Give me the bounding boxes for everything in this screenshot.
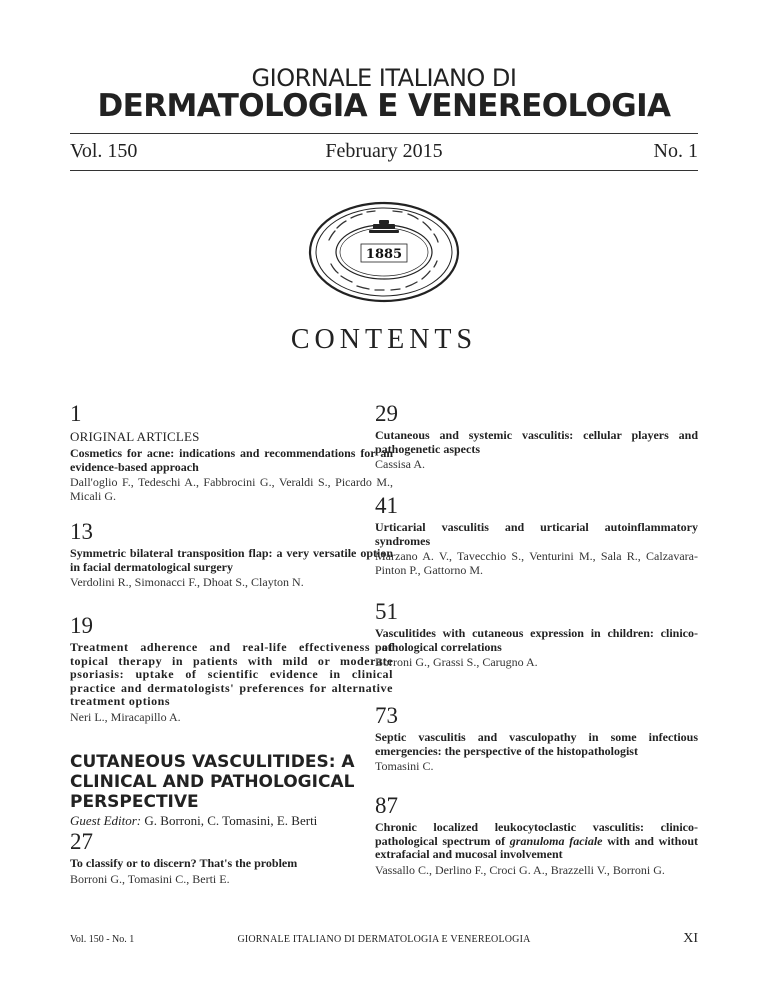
contents-heading: CONTENTS <box>290 324 478 355</box>
entry-authors: Borroni G., Grassi S., Carugno A. <box>375 655 538 669</box>
toc-entry[interactable] <box>375 793 698 877</box>
toc-entry[interactable] <box>375 599 698 670</box>
entry-title-part: Chronic localized leukocytoclastic vasculitis: clinico-pathological spectrum of <box>375 820 698 848</box>
entry-authors: Borroni G., Tomasini C., Berti E. <box>70 871 230 886</box>
footer-volume: Vol. 150 - No. 1 <box>70 934 135 945</box>
entry-authors: Cassisa A. <box>375 457 426 471</box>
issue-divider <box>70 170 698 171</box>
issue-volume: Vol. 150 <box>70 140 138 162</box>
entry-page-number: 51 <box>375 599 398 624</box>
entry-title[interactable]: Symmetric bilateral transposition flap: a very versatile option in facial dermatological surgery <box>70 546 393 574</box>
guest-editor-label: Guest Editor: <box>70 813 142 828</box>
entry-page-number: 1 <box>70 401 82 426</box>
special-section-heading: CUTANEOUS VASCULITIDES: A CLINICAL AND PATHOLOGICAL PERSPECTIVE <box>70 752 355 812</box>
toc-entry[interactable] <box>375 703 698 774</box>
entry-authors: Neri L., Miracapillo A. <box>70 709 181 724</box>
toc-entry[interactable] <box>70 613 393 724</box>
entry-title[interactable]: Cosmetics for acne: indications and recommendations for an evidence-based approach <box>70 446 393 474</box>
entry-title[interactable]: To classify or to discern? That's the problem <box>70 856 298 870</box>
entry-title[interactable]: Treatment adherence and real-life effectiveness of topical therapy in patients with mild or moderate psoriasis: uptake of scientific evidence in clinical practice and dermatologists' preferences for alternative treatment options <box>70 640 393 708</box>
entry-title[interactable] <box>375 821 698 862</box>
guest-editors <box>70 813 400 829</box>
toc-entry[interactable] <box>70 519 393 590</box>
toc-entry[interactable] <box>375 493 698 577</box>
issue-date: February 2015 <box>325 140 443 162</box>
toc-entry[interactable] <box>375 401 698 472</box>
entry-title-italic: granuloma faciale <box>509 833 603 848</box>
toc-entry[interactable] <box>70 401 393 503</box>
entry-page-number: 27 <box>70 829 93 854</box>
entry-authors: Dall'oglio F., Tedeschi A., Fabbrocini G., Veraldi S., Picardo M., Micali G. <box>70 475 393 503</box>
journal-name-line2: DERMATOLOGIA E VENEREOLOGIA <box>97 88 671 124</box>
entry-title[interactable]: Septic vasculitis and vasculopathy in some infectious emergencies: the perspective of the histopathologist <box>375 730 698 758</box>
society-seal-icon <box>307 200 461 304</box>
guest-editor-names: G. Borroni, C. Tomasini, E. Berti <box>144 813 318 828</box>
entry-title[interactable]: Vasculitides with cutaneous expression in children: clinico-pathological correlations <box>375 626 698 654</box>
entry-page-number: 73 <box>375 703 398 728</box>
seal-year: 1885 <box>365 247 403 262</box>
entry-authors: Verdolini R., Simonacci F., Dhoat S., Clayton N. <box>70 575 304 589</box>
entry-title-part: with and without extrafacial and mucosal involvement <box>375 833 699 861</box>
issue-number: No. 1 <box>653 140 698 162</box>
entry-page-number: 87 <box>375 793 398 818</box>
entry-page-number: 13 <box>70 519 93 544</box>
entry-authors: Vassallo C., Derlino F., Croci G. A., Brazzelli V., Borroni G. <box>375 862 665 877</box>
toc-entry[interactable] <box>70 829 393 886</box>
entry-page-number: 19 <box>70 613 93 638</box>
entry-page-number: 41 <box>375 493 398 518</box>
page-footer <box>70 931 698 947</box>
section-label: ORIGINAL ARTICLES <box>70 429 200 444</box>
footer-page-number: XI <box>683 931 698 946</box>
entry-title[interactable]: Urticarial vasculitis and urticarial autoinflammatory syndromes <box>375 520 698 548</box>
entry-authors: Marzano A. V., Tavecchio S., Venturini M., Sala R., Calzavara-Pinton P., Gattorno M. <box>375 549 698 577</box>
journal-name-line1: GIORNALE ITALIANO DI <box>251 64 517 92</box>
entry-authors: Tomasini C. <box>375 759 434 773</box>
masthead-divider <box>70 133 698 134</box>
entry-page-number: 29 <box>375 401 398 426</box>
issue-info <box>70 140 698 164</box>
entry-title[interactable]: Cutaneous and systemic vasculitis: cellular players and pathogenetic aspects <box>375 428 698 456</box>
footer-journal: GIORNALE ITALIANO DI DERMATOLOGIA E VENEREOLOGIA <box>237 934 531 945</box>
